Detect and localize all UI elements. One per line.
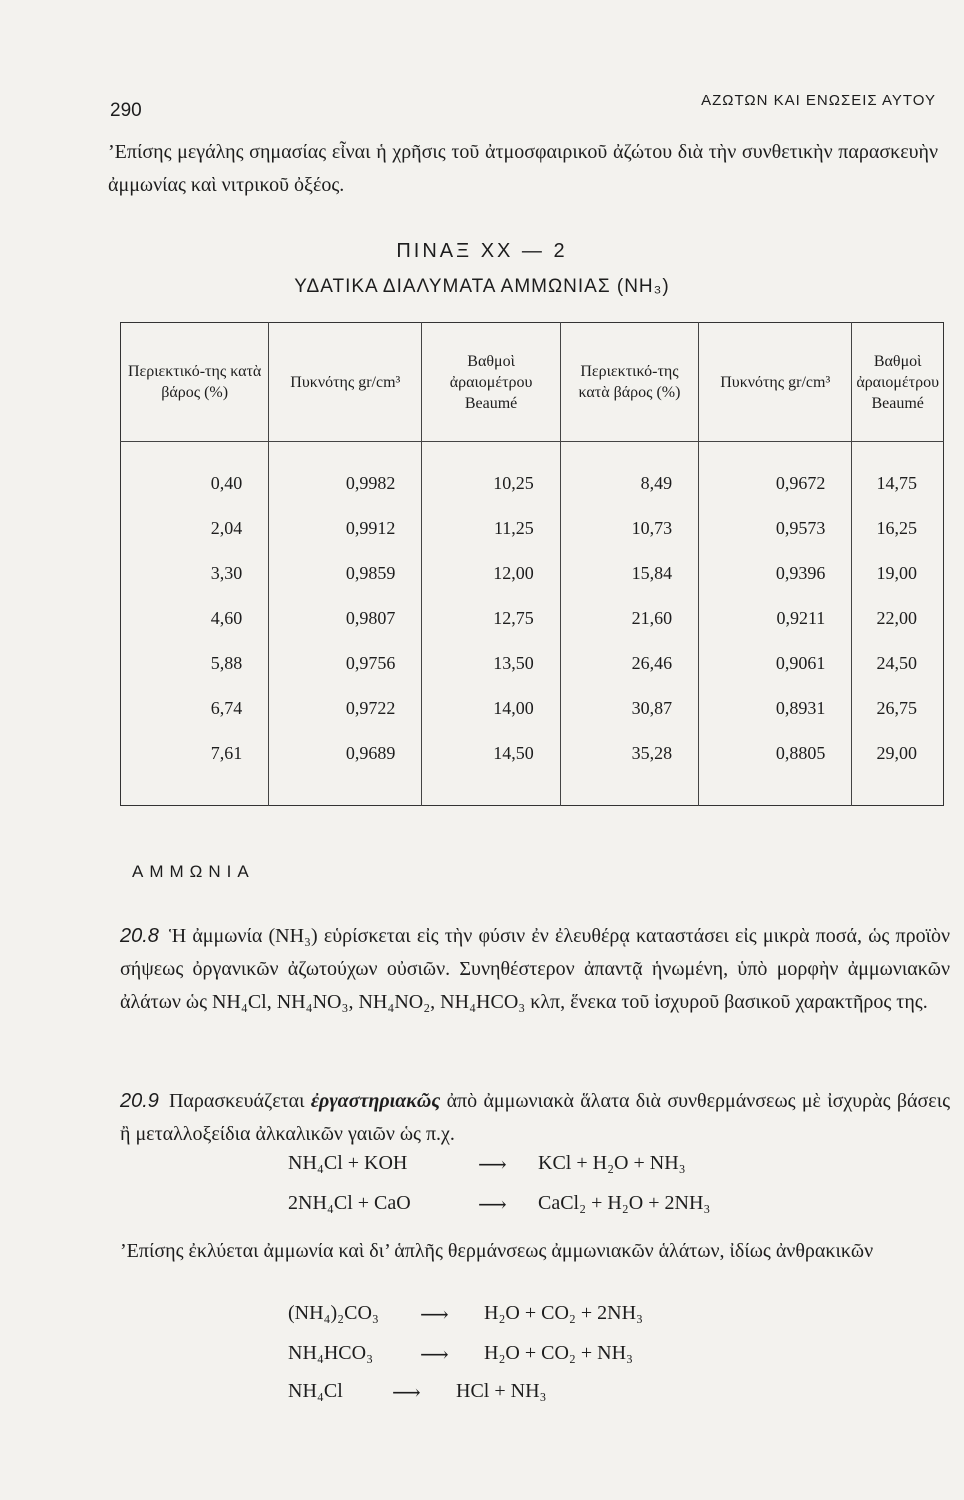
table-number: ΠΙΝΑΞ XX — 2 bbox=[396, 240, 568, 262]
ammonia-table bbox=[120, 322, 944, 806]
table-cell: 7,61 bbox=[121, 731, 269, 806]
table-cell: 22,00 bbox=[876, 608, 917, 628]
table-cell: 0,9859 bbox=[269, 551, 422, 596]
paragraph-text-post: ἀπὸ ἀμμωνιακὰ ἅλατα διὰ συνθερμάνσεως μὲ ἰσχυρὰς βάσεις ἢ μεταλλοξείδια ἀλκαλικῶν γαιῶν ὡς π.χ. bbox=[120, 1090, 950, 1145]
table-cell: 0,9672 bbox=[699, 442, 852, 507]
table-row bbox=[121, 551, 944, 596]
table-cell: 0,40 bbox=[121, 442, 269, 507]
reaction-arrow: ⟶ bbox=[420, 1304, 449, 1326]
table-cell: 14,00 bbox=[422, 686, 560, 731]
table-cell: 6,74 bbox=[121, 686, 269, 731]
table-row bbox=[121, 641, 944, 686]
table-cell: 13,50 bbox=[422, 641, 560, 686]
paragraph-20-8 bbox=[120, 920, 950, 1019]
table-cell: 26,46 bbox=[560, 641, 698, 686]
reaction-arrow: ⟶ bbox=[478, 1154, 507, 1176]
table-cell: 0,9211 bbox=[699, 596, 852, 641]
table-cell: 8,49 bbox=[560, 442, 698, 507]
reaction-arrow: ⟶ bbox=[478, 1194, 507, 1216]
table-row bbox=[121, 506, 944, 551]
table-cell: 0,9573 bbox=[699, 506, 852, 551]
table-cell: 26,75 bbox=[876, 698, 917, 718]
header-beaume-1: Βαθμοὶ ἀραιομέτρου Beaumé bbox=[422, 323, 560, 442]
paragraph-text-pre: Παρασκευάζεται bbox=[168, 1090, 305, 1112]
table-cell: 0,9807 bbox=[269, 596, 422, 641]
table-cell: 0,8931 bbox=[699, 686, 852, 731]
table-title: ΥΔΑΤΙΚΑ ΔΙΑΛΥΜΑΤΑ ΑΜΜΩΝΙΑΣ (NH₃) bbox=[294, 276, 670, 297]
table-row bbox=[121, 731, 944, 806]
table-cell: 35,28 bbox=[560, 731, 698, 806]
table-body bbox=[121, 442, 944, 806]
section-title: ΑΜΜΩΝΙΑ bbox=[132, 862, 255, 881]
reaction-arrow: ⟶ bbox=[392, 1382, 421, 1404]
reaction-left: NH₄Cl bbox=[288, 1380, 343, 1402]
reaction-right: H₂O + CO₂ + NH₃ bbox=[484, 1342, 634, 1364]
section-number: 20.8 bbox=[120, 925, 159, 947]
table-cell: 0,9396 bbox=[699, 551, 852, 596]
table-cell: 0,9722 bbox=[269, 686, 422, 731]
intro-paragraph: ’Επίσης μεγάλης σημασίας εἶναι ἡ χρῆσις τοῦ ἀτμοσφαιρικοῦ ἀζώτου διὰ τὴν συνθετικὴν παρασκευὴν ἀμμωνίας καὶ νιτρικοῦ ὀξέος. bbox=[108, 141, 938, 196]
table-cell: 14,50 bbox=[422, 731, 560, 806]
reaction-left: NH₄HCO₃ bbox=[288, 1342, 374, 1364]
header-beaume-2: Βαθμοὶ ἀραιομέτρου Beaumé bbox=[852, 323, 944, 442]
table-cell: 5,88 bbox=[121, 641, 269, 686]
table-cell: 4,60 bbox=[121, 596, 269, 641]
table-cell: 0,9982 bbox=[269, 442, 422, 507]
table-cell: 30,87 bbox=[560, 686, 698, 731]
reaction-right: CaCl₂ + H₂O + 2NH₃ bbox=[538, 1192, 711, 1214]
reaction-arrow: ⟶ bbox=[420, 1344, 449, 1366]
table-row bbox=[121, 442, 944, 507]
table-cell: 16,25 bbox=[876, 518, 917, 538]
section-number: 20.9 bbox=[120, 1090, 159, 1112]
reaction-left: NH₄Cl + KOH bbox=[288, 1152, 408, 1174]
table-cell: 29,00 bbox=[876, 743, 917, 763]
reaction-left: 2NH₄Cl + CaO bbox=[288, 1192, 411, 1214]
header-content-2: Περιεκτικό-της κατὰ βάρος (%) bbox=[560, 323, 698, 442]
table-cell: 14,75 bbox=[876, 473, 917, 493]
table-cell: 19,00 bbox=[876, 563, 917, 583]
table-cell: 10,25 bbox=[422, 442, 560, 507]
table-cell: 0,9061 bbox=[699, 641, 852, 686]
table-cell: 11,25 bbox=[422, 506, 560, 551]
table-cell: 0,9912 bbox=[269, 506, 422, 551]
table-header-row bbox=[121, 323, 944, 442]
table-row bbox=[121, 596, 944, 641]
header-density-2: Πυκνότης gr/cm³ bbox=[699, 323, 852, 442]
table-row bbox=[121, 686, 944, 731]
reaction-right: HCl + NH₃ bbox=[456, 1380, 547, 1402]
reaction-left: (NH₄)₂CO₃ bbox=[288, 1302, 379, 1324]
table-cell: 10,73 bbox=[560, 506, 698, 551]
table-cell: 2,04 bbox=[121, 506, 269, 551]
table-cell: 24,50 bbox=[876, 653, 917, 673]
page-number: 290 bbox=[110, 100, 142, 121]
paragraph-text-emphasis: ἐργαστηριακῶς bbox=[310, 1090, 441, 1112]
header-density-1: Πυκνότης gr/cm³ bbox=[269, 323, 422, 442]
reaction-right: KCl + H₂O + NH₃ bbox=[538, 1152, 686, 1174]
table-cell: 12,75 bbox=[422, 596, 560, 641]
table-cell: 0,9689 bbox=[269, 731, 422, 806]
table-cell: 21,60 bbox=[560, 596, 698, 641]
table-cell: 15,84 bbox=[560, 551, 698, 596]
table-cell: 3,30 bbox=[121, 551, 269, 596]
paragraph-heating: ’Επίσης ἐκλύεται ἀμμωνία καὶ δι’ ἁπλῆς θερμάνσεως ἀμμωνιακῶν ἁλάτων, ἰδίως ἀνθρακικῶν bbox=[120, 1240, 874, 1262]
running-head: ΑΖΩΤΩΝ ΚΑΙ ΕΝΩΣΕΙΣ ΑΥΤΟΥ bbox=[701, 92, 936, 109]
header-content-1: Περιεκτικό-της κατὰ βάρος (%) bbox=[121, 323, 269, 442]
table-cell: 0,9756 bbox=[269, 641, 422, 686]
paragraph-text: Ἡ ἀμμωνία (NH₃) εὑρίσκεται εἰς τὴν φύσιν ἐν ἐλευθέρᾳ καταστάσει εἰς μικρὰ ποσά, ὡς προϊὸν σήψεως ὀργανικῶν ἀζωτούχων οὐσιῶν. Συνηθέστερον ἀπαντᾷ ἡνωμένη, ὑπὸ μορφὴν ἀμμωνιακῶν ἀλάτων ὡς NH₄Cl, NH₄NO₃, NH₄NO₂, NH₄HCO₃ κλπ, ἕνεκα τοῦ ἰσχυροῦ βασικοῦ χαρακτῆρος της. bbox=[120, 925, 950, 1013]
paragraph-20-9 bbox=[120, 1085, 950, 1151]
table-cell: 0,8805 bbox=[699, 731, 852, 806]
reaction-right: H₂O + CO₂ + 2NH₃ bbox=[484, 1302, 644, 1324]
table-cell: 12,00 bbox=[422, 551, 560, 596]
